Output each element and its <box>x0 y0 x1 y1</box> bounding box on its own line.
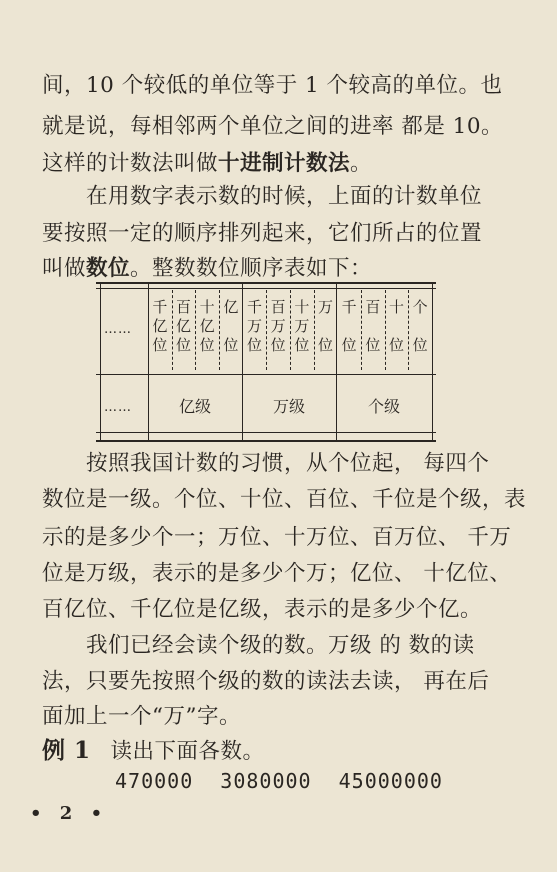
place-column-12-char-1: 个 <box>412 298 428 316</box>
place-column-10 <box>361 298 385 355</box>
table-middle-rule <box>96 374 436 375</box>
place-column-divider <box>361 290 362 370</box>
place-column-6 <box>266 298 290 355</box>
place-column-12-char-2 <box>408 317 432 336</box>
place-column-8-char-3: 位 <box>317 336 333 354</box>
table-top-inner-rule <box>96 288 436 289</box>
place-column-5 <box>243 298 267 355</box>
place-column-7-char-2: 万 <box>294 317 310 335</box>
place-column-8 <box>314 298 338 355</box>
page-number: • 2 • <box>30 803 109 824</box>
para2-line-1: 在用数字表示数的时候，上面的计数单位 <box>86 184 483 209</box>
term-decimal-system: 十进制计数法 <box>218 151 351 176</box>
place-column-11-char-3: 位 <box>388 336 404 354</box>
table-leading-dots-top: …… <box>104 322 132 337</box>
place-column-7-char-3: 位 <box>294 336 310 354</box>
place-column-1-char-3: 位 <box>152 336 168 354</box>
place-column-9-char-2 <box>337 317 361 336</box>
example-line <box>42 737 520 766</box>
para1-line-3-text: 这样的计数法叫做 <box>42 151 219 176</box>
place-column-6-char-1: 百 <box>270 298 286 316</box>
place-column-12-char-3: 位 <box>412 336 428 354</box>
table-bottom-inner-rule <box>96 432 436 433</box>
place-column-1-char-2: 亿 <box>152 317 168 335</box>
place-column-11-char-2 <box>385 317 409 336</box>
para3-line-4: 位是万级，表示的是多少个万；亿位、 十亿位、 <box>42 561 512 586</box>
para4-line-2: 法，只要先按照个级的数的读法去读， 再在后 <box>42 669 490 694</box>
place-column-9 <box>337 298 361 355</box>
para2-line-3 <box>42 255 520 283</box>
place-column-4 <box>219 298 243 355</box>
place-column-divider <box>385 290 386 370</box>
para2-line-3-tail: 。整数数位顺序表如下： <box>130 256 373 281</box>
place-column-2 <box>172 298 196 355</box>
group-yi: 亿级 <box>178 397 211 416</box>
para4-line-3: 面加上一个“万”字。 <box>42 704 241 729</box>
place-column-divider <box>266 290 267 370</box>
place-column-5-char-3: 位 <box>246 336 262 354</box>
para4-line-1: 我们已经会读个级的数。万级 的 数的读 <box>86 633 475 658</box>
place-column-divider <box>172 290 173 370</box>
para3-line-1: 按照我国计数的习惯，从个位起， 每四个 <box>86 451 490 476</box>
place-column-divider <box>290 290 291 370</box>
place-column-divider <box>408 290 409 370</box>
para3-line-3: 示的是多少个一；万位、十万位、百万位、 千万 <box>42 525 512 550</box>
para1-line-3 <box>42 150 520 178</box>
place-column-1-char-1: 千 <box>152 298 168 316</box>
place-column-divider <box>314 290 315 370</box>
place-column-3-char-1: 十 <box>199 298 215 316</box>
table-leading-dots-bottom: …… <box>104 400 132 415</box>
place-column-10-char-3: 位 <box>365 336 381 354</box>
place-column-4-char-2 <box>219 317 243 336</box>
place-column-3-char-2: 亿 <box>199 317 215 335</box>
place-column-10-char-1: 百 <box>365 298 381 316</box>
place-column-9-char-1: 千 <box>341 298 357 316</box>
place-column-4-char-1: 亿 <box>223 298 239 316</box>
place-column-divider <box>195 290 196 370</box>
para1-line-1: 间，10 个较低的单位等于 1 个较高的单位。也 <box>42 73 503 98</box>
place-column-2-char-3: 位 <box>175 336 191 354</box>
place-column-3 <box>195 298 219 355</box>
place-column-6-char-2: 万 <box>270 317 286 335</box>
example-prompt: 读出下面各数。 <box>110 739 265 764</box>
place-column-divider <box>219 290 220 370</box>
place-column-8-char-1: 万 <box>317 298 333 316</box>
place-column-2-char-1: 百 <box>175 298 191 316</box>
para2-line-3-text: 叫做 <box>42 256 87 281</box>
para1-line-3-end: 。 <box>350 151 373 176</box>
place-column-10-char-2 <box>361 317 385 336</box>
para3-line-2: 数位是一级。个位、十位、百位、千位是个级，表 <box>42 487 527 512</box>
place-column-9-char-3: 位 <box>341 336 357 354</box>
place-column-7-char-1: 十 <box>294 298 310 316</box>
group-wan: 万级 <box>272 397 305 416</box>
place-column-11 <box>385 298 409 355</box>
place-value-table <box>96 282 436 442</box>
term-place: 数位 <box>86 256 131 281</box>
place-column-7 <box>290 298 314 355</box>
place-column-3-char-3: 位 <box>199 336 215 354</box>
place-column-4-char-3: 位 <box>223 336 239 354</box>
place-column-12 <box>408 298 432 355</box>
place-column-2-char-2: 亿 <box>175 317 191 335</box>
para2-line-2: 要按照一定的顺序排列起来，它们所占的位置 <box>42 221 483 246</box>
example-label: 例 1 <box>42 737 91 764</box>
place-column-1 <box>148 298 172 355</box>
place-column-11-char-1: 十 <box>388 298 404 316</box>
para3-line-5: 百亿位、千亿位是亿级，表示的是多少个亿。 <box>42 597 483 622</box>
place-column-6-char-3: 位 <box>270 336 286 354</box>
table-right-rule <box>432 282 433 440</box>
example-numbers: 470000 3080000 45000000 <box>115 769 443 793</box>
para1-line-2: 就是说，每相邻两个单位之间的进率 都是 10。 <box>42 114 504 139</box>
place-column-5-char-1: 千 <box>246 298 262 316</box>
place-column-8-char-2 <box>314 317 338 336</box>
place-column-5-char-2: 万 <box>246 317 262 335</box>
group-ge: 个级 <box>367 397 400 416</box>
table-left-rule <box>100 282 101 440</box>
